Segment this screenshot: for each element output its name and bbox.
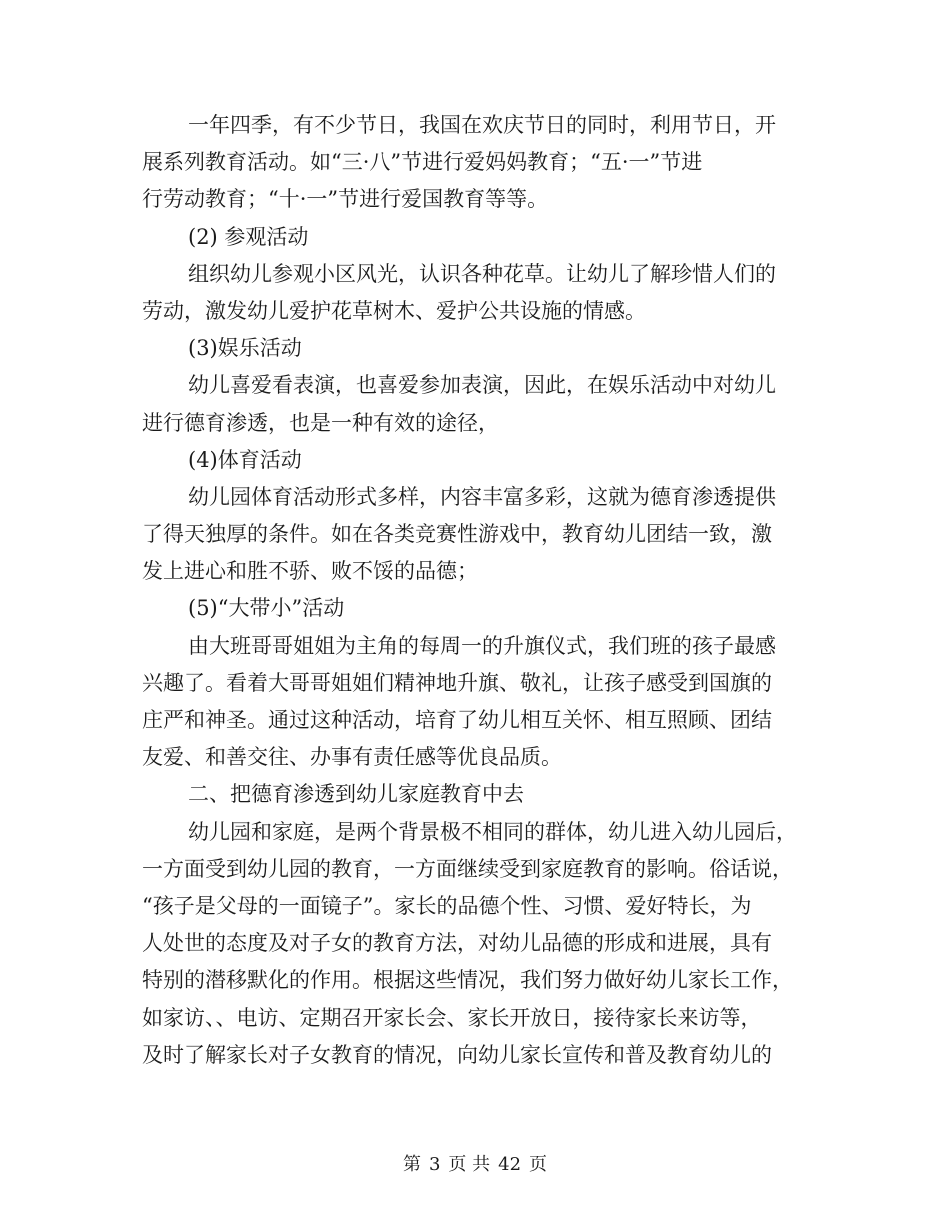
- text-line: 庄严和神圣。通过这种活动，培育了幼儿相互关怀、相互照顾、团结: [142, 708, 772, 732]
- text-line: 人处世的态度及对子女的教育方法，对幼儿品德的形成和进展，具有: [142, 931, 772, 956]
- footer-middle: 页 共: [448, 1154, 491, 1175]
- document-body: [142, 107, 802, 1074]
- footer-prefix: 第: [402, 1154, 421, 1175]
- text-line: (3)娱乐活动: [188, 336, 302, 361]
- text-line: 展系列教育活动。如“三·八”节进行爱妈妈教育；“五·一”节进: [142, 150, 703, 175]
- page-footer: [0, 1150, 950, 1176]
- text-line: 友爱、和善交往、办事有责任感等优良品质。: [142, 745, 562, 770]
- text-line: 幼儿园体育活动形式多样，内容丰富多彩，这就为德育渗透提供: [188, 484, 776, 509]
- text-line: (2) 参观活动: [188, 224, 309, 249]
- text-line: 由大班哥哥姐姐为主角的每周一的升旗仪式，我们班的孩子最感: [188, 633, 776, 658]
- text-line: 二、把德育渗透到幼儿家庭教育中去: [188, 782, 524, 807]
- text-line: 劳动，激发幼儿爱护花草树木、爱护公共设施的情感。: [142, 298, 646, 323]
- text-line: (5)“大带小”活动: [188, 596, 345, 621]
- text-line: “孩子是父母的一面镜子”。家长的品德个性、习惯、爱好特长，为: [142, 893, 752, 918]
- text-line: 及时了解家长对子女教育的情况，向幼儿家长宣传和普及教育幼儿的: [142, 1042, 772, 1067]
- text-line: (4)体育活动: [188, 447, 302, 472]
- footer-total-pages: 42: [498, 1154, 522, 1175]
- text-line: 一年四季，有不少节日，我国在欢庆节日的同时，利用节日，开: [188, 113, 776, 137]
- text-line: 特别的潜移默化的作用。根据这些情况，我们努力做好幼儿家长工作，: [142, 968, 793, 993]
- text-line: 兴趣了。看着大哥哥姐姐们精神地升旗、敬礼，让孩子感受到国旗的: [142, 670, 772, 695]
- text-line: 如家访、、电访、定期召开家长会、家长开放日，接待家长来访等，: [142, 1005, 762, 1030]
- text-line: 进行德育渗透，也是一种有效的途径，: [142, 410, 499, 435]
- footer-suffix: 页: [529, 1154, 548, 1175]
- text-line: 发上进心和胜不骄、败不馁的品德；: [142, 559, 478, 584]
- text-line: 一方面受到幼儿园的教育，一方面继续受到家庭教育的影响。俗话说，: [142, 856, 793, 881]
- text-line: 了得天独厚的条件。如在各类竞赛性游戏中，教育幼儿团结一致，激: [142, 522, 772, 547]
- text-line: 幼儿园和家庭，是两个背景极不相同的群体，幼儿进入幼儿园后，: [188, 819, 797, 844]
- text-line: 行劳动教育；“十·一”节进行爱国教育等等。: [142, 187, 549, 212]
- footer-page-number: 3: [428, 1154, 441, 1175]
- text-line: 幼儿喜爱看表演，也喜爱参加表演，因此，在娱乐活动中对幼儿: [188, 373, 776, 398]
- text-line: 组织幼儿参观小区风光，认识各种花草。让幼儿了解珍惜人们的: [188, 261, 776, 286]
